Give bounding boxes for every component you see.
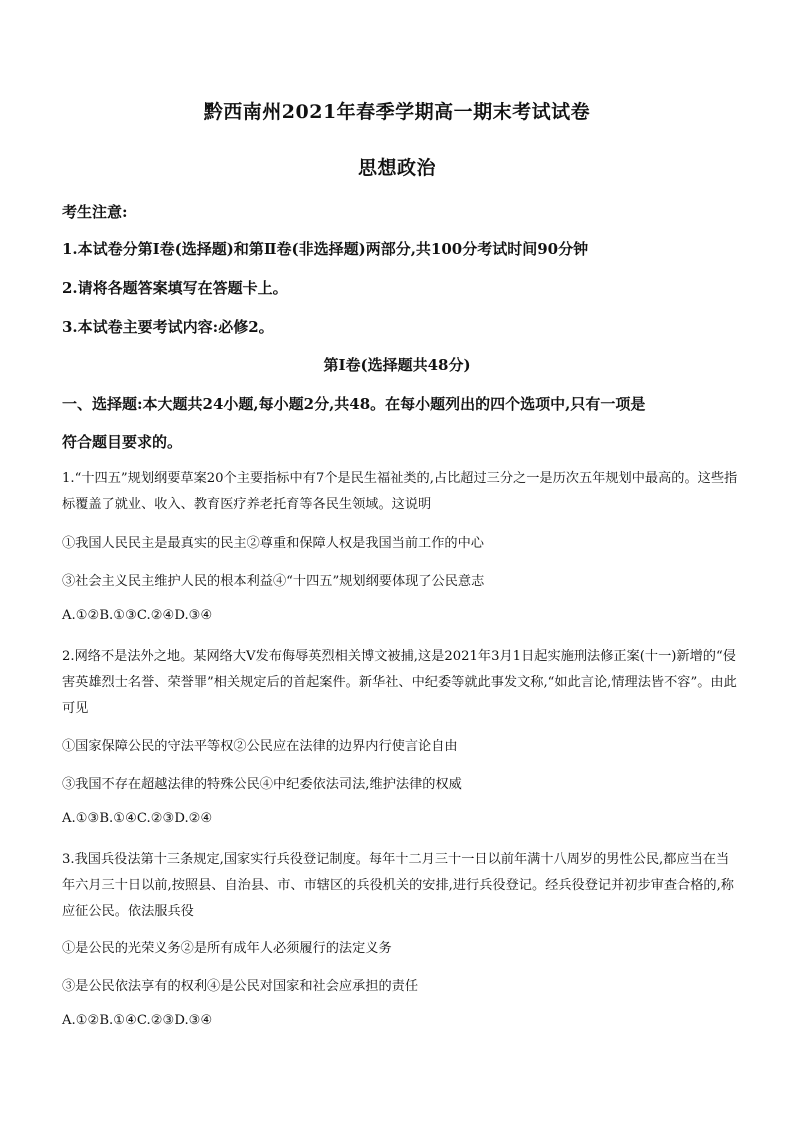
question-options: ①我国人民民主是最真实的民主②尊重和保障人权是我国当前工作的中心 [62,536,484,551]
question-options: ①国家保障公民的守法平等权②公民应在法律的边界内行使言论自由 [62,739,458,754]
question-stem: 1.“十四五”规划纲要草案20个主要指标中有7个是民生福祉类的,占比超过三分之一是历次五年规划中最高的。这些指标覆盖了就业、收入、教育医疗养老托育等各民生领域。这说明 [62,471,738,512]
question-options: ③我国不存在超越法律的特殊公民④中纪委依法司法,维护法律的权威 [62,777,462,792]
notice-item: 1.本试卷分第Ⅰ卷(选择题)和第Ⅱ卷(非选择题)两部分,共100分考试时间90分钟 [62,240,589,258]
section-instruction: 符合题目要求的。 [62,433,183,451]
notice-item: 2.请将各题答案填写在答题卡上。 [62,279,288,297]
answer-choices: A.①③B.①④C.②③D.②④ [62,811,213,826]
question-options: ③是公民依法享有的权利④是公民对国家和社会应承担的责任 [62,979,419,994]
question-stem: 3.我国兵役法第十三条规定,国家实行兵役登记制度。每年十二月三十一日以前年满十八周岁的男性公民,都应当在当年六月三十日以前,按照县、自治县、市、市辖区的兵役机关的安排,进行兵役登记。经兵役登记并初步审查合格的,称应征公民。依法服兵役 [62,852,734,919]
answer-choices: A.①②B.①④C.②③D.③④ [62,1013,213,1028]
question-stem: 2.网络不是法外之地。某网络大V发布侮辱英烈相关博文被捕,这是2021年3月1日起实施刑法修正案(十一)新增的“侵害英雄烈士名誉、荣誉罪”相关规定后的首起案件。新华社、中纪委等就此事发文称,“如此言论,情理法皆不容”。由此可见 [62,649,737,716]
section-instruction: 一、选择题:本大题共24小题,每小题2分,共48。在每小题列出的四个选项中,只有一项是 [62,395,646,413]
subject-title: 思想政治 [357,157,436,179]
notice-heading: 考生注意: [62,203,128,221]
question-options: ①是公民的光荣义务②是所有成年人必须履行的法定义务 [62,941,392,956]
exam-title: 黔西南州2021年春季学期高一期末考试试卷 [203,101,591,123]
section-title: 第Ⅰ卷(选择题共48分) [323,356,471,374]
question-options: ③社会主义民主维护人民的根本利益④“十四五”规划纲要体现了公民意志 [62,574,485,589]
notice-item: 3.本试卷主要考试内容:必修2。 [62,318,274,336]
answer-choices: A.①②B.①③C.②④D.③④ [62,608,213,623]
